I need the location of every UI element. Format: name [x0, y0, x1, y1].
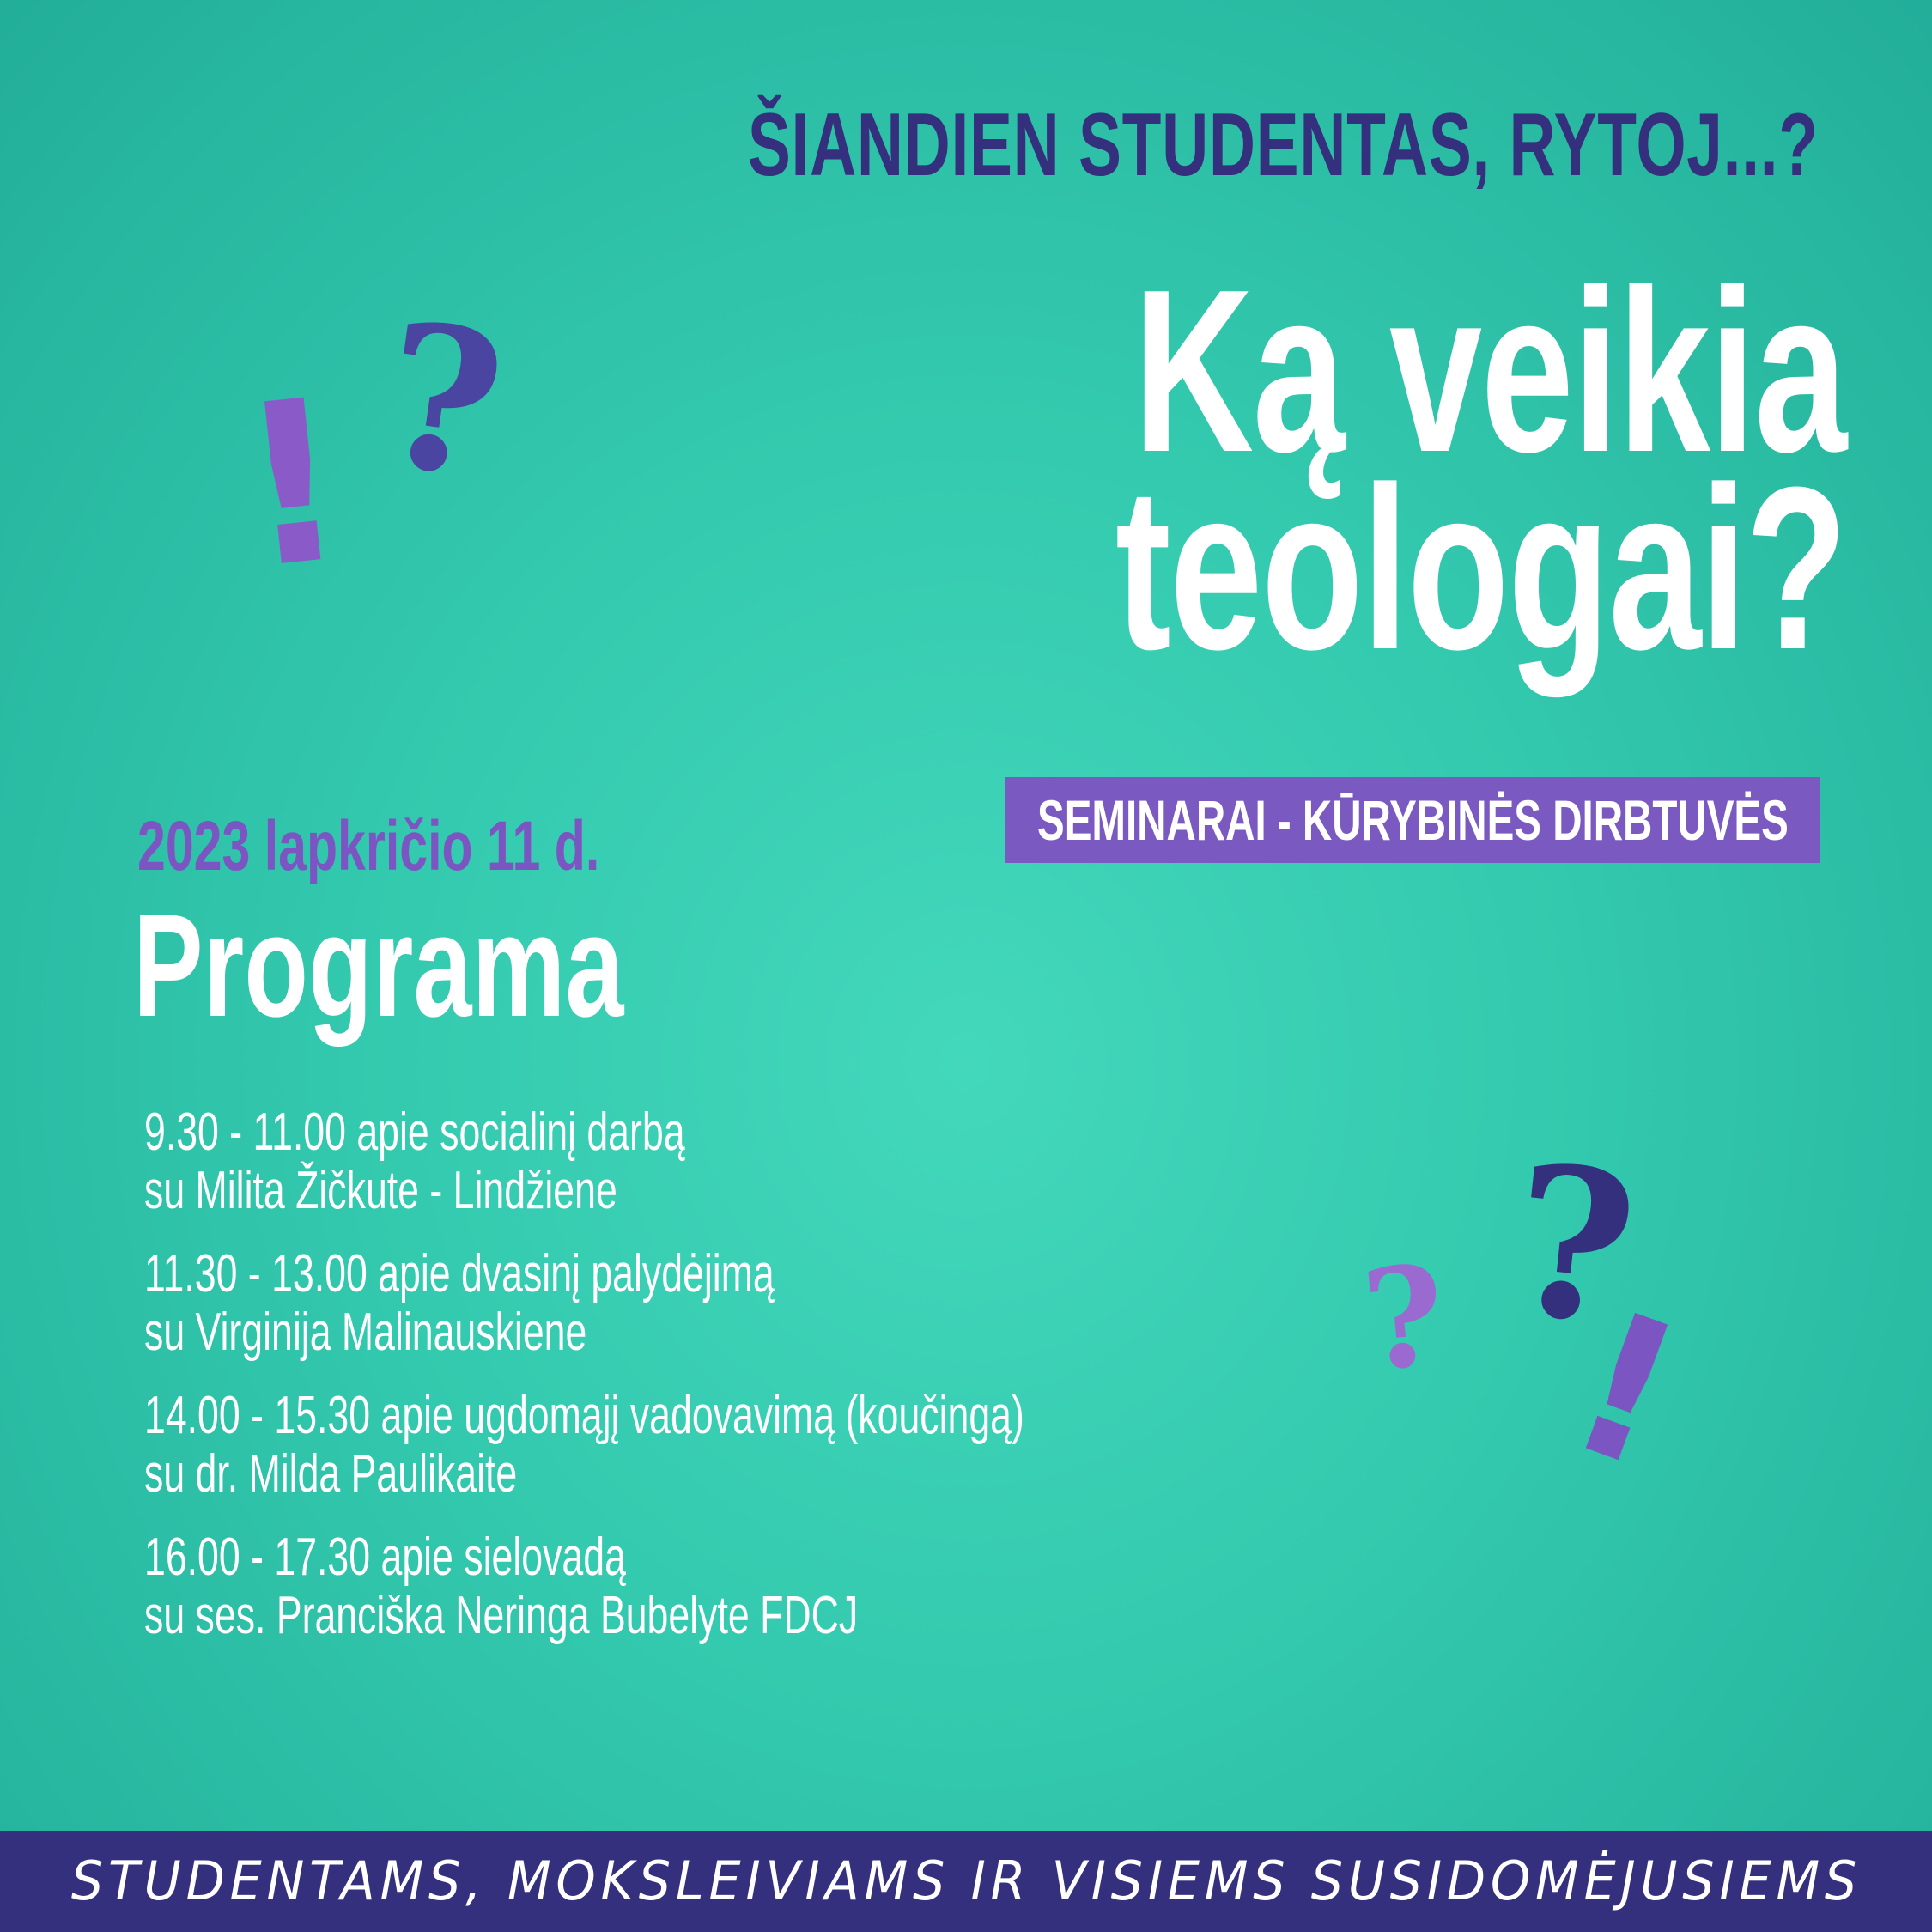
event-date-text: 2023 lapkričio 11 d.: [137, 807, 600, 885]
question-mark-icon: ?: [368, 277, 516, 525]
schedule-speaker: su dr. Milda Paulikaite: [144, 1444, 518, 1504]
page-title: [129, 242, 1846, 698]
page-title-line-2: teologai?: [1115, 439, 1846, 698]
question-mark-icon: ?: [1500, 1118, 1646, 1372]
event-subtitle-text: ŠIANDIEN STUDENTAS, RYTOJ...?: [748, 95, 1819, 195]
schedule-speaker: su Milita Žičkute - Lindžiene: [144, 1161, 617, 1220]
question-mark-icon: ?: [1356, 1234, 1451, 1402]
schedule-time-topic: 11.30 - 13.00 apie dvasinį palydėjimą: [144, 1244, 775, 1303]
page-title-line-1: Ką veikia: [1133, 242, 1846, 501]
program-heading: [133, 884, 815, 1048]
exclamation-mark-icon: !: [1543, 1267, 1707, 1514]
audience-footer-text: STUDENTAMS, MOKSLEIVIAMS IR VISIEMS SUSIDOMĖJUSIEMS: [70, 1850, 1862, 1912]
event-date: [137, 807, 780, 885]
schedule-item: [144, 1387, 1366, 1504]
event-subtitle: [101, 96, 1819, 194]
schedule-speaker: su Virginija Malinauskiene: [144, 1303, 587, 1362]
schedule-time-topic: 16.00 - 17.30 apie sielovadą: [144, 1528, 626, 1587]
schedule-item: [144, 1245, 1019, 1362]
schedule-time-topic: 9.30 - 11.00 apie socialinį darbą: [144, 1103, 685, 1162]
seminar-badge: [1005, 777, 1820, 863]
schedule-time-topic: 14.00 - 15.30 apie ugdomąjį vadovavimą (koučingą): [144, 1386, 1024, 1445]
program-heading-text: Programa: [133, 884, 624, 1048]
seminar-badge-label: SEMINARAI - KŪRYBINĖS DIRBTUVĖS: [1037, 788, 1789, 852]
schedule-item: [144, 1103, 895, 1220]
audience-footer: [0, 1831, 1932, 1932]
schedule-speaker: su ses. Pranciška Neringa Bubelyte FDCJ: [144, 1586, 859, 1645]
schedule-item: [144, 1528, 1135, 1645]
exclamation-mark-icon: !: [228, 350, 358, 620]
